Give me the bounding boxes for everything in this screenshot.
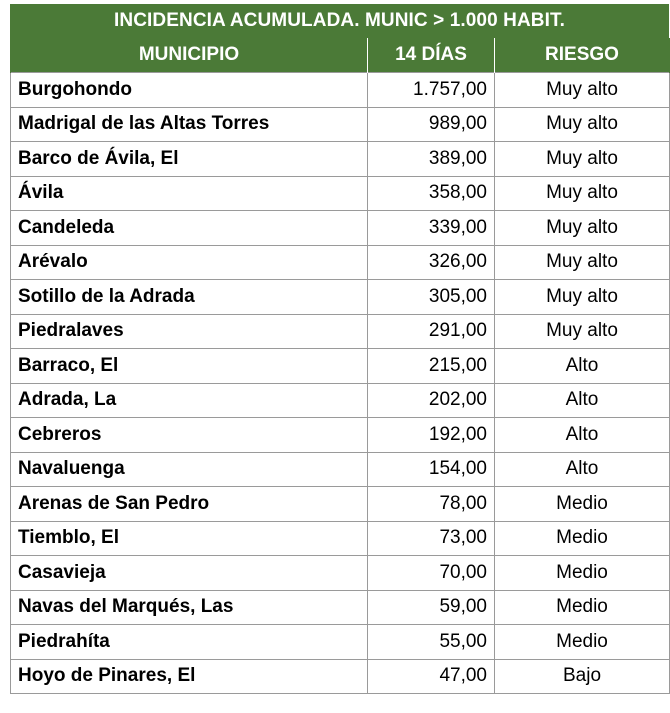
cell-riesgo: Bajo bbox=[495, 659, 670, 694]
cell-riesgo: Muy alto bbox=[495, 245, 670, 280]
cell-municipio: Navas del Marqués, Las bbox=[11, 590, 368, 625]
cell-riesgo: Muy alto bbox=[495, 176, 670, 211]
column-header-14-dias: 14 DÍAS bbox=[368, 38, 495, 73]
table-row bbox=[11, 418, 670, 453]
cell-riesgo: Medio bbox=[495, 556, 670, 591]
cell-municipio: Candeleda bbox=[11, 211, 368, 246]
table-row bbox=[11, 659, 670, 694]
cell-14-dias: 358,00 bbox=[368, 176, 495, 211]
cell-14-dias: 305,00 bbox=[368, 280, 495, 315]
cell-14-dias: 78,00 bbox=[368, 487, 495, 522]
cell-14-dias: 202,00 bbox=[368, 383, 495, 418]
cell-riesgo: Medio bbox=[495, 521, 670, 556]
header-row bbox=[11, 38, 670, 73]
table-row bbox=[11, 245, 670, 280]
cell-riesgo: Medio bbox=[495, 487, 670, 522]
table-row bbox=[11, 314, 670, 349]
table-row bbox=[11, 625, 670, 660]
cell-14-dias: 73,00 bbox=[368, 521, 495, 556]
table-title: INCIDENCIA ACUMULADA. MUNIC > 1.000 HABIT. bbox=[10, 4, 669, 39]
table-row bbox=[11, 349, 670, 384]
cell-14-dias: 70,00 bbox=[368, 556, 495, 591]
cell-14-dias: 215,00 bbox=[368, 349, 495, 384]
cell-riesgo: Medio bbox=[495, 625, 670, 660]
cell-14-dias: 989,00 bbox=[368, 107, 495, 142]
cell-riesgo: Alto bbox=[495, 383, 670, 418]
cell-14-dias: 1.757,00 bbox=[368, 73, 495, 108]
cell-municipio: Arenas de San Pedro bbox=[11, 487, 368, 522]
table-row bbox=[11, 107, 670, 142]
table-row bbox=[11, 452, 670, 487]
table-row bbox=[11, 73, 670, 108]
cell-14-dias: 55,00 bbox=[368, 625, 495, 660]
cell-riesgo: Muy alto bbox=[495, 211, 670, 246]
cell-municipio: Casavieja bbox=[11, 556, 368, 591]
column-header-municipio: MUNICIPIO bbox=[11, 38, 368, 73]
cell-14-dias: 154,00 bbox=[368, 452, 495, 487]
cell-municipio: Barco de Ávila, El bbox=[11, 142, 368, 177]
cell-municipio: Piedrahíta bbox=[11, 625, 368, 660]
column-header-riesgo: RIESGO bbox=[495, 38, 670, 73]
cell-municipio: Arévalo bbox=[11, 245, 368, 280]
table-row bbox=[11, 211, 670, 246]
cell-14-dias: 291,00 bbox=[368, 314, 495, 349]
cell-14-dias: 47,00 bbox=[368, 659, 495, 694]
incidence-table bbox=[10, 38, 670, 694]
cell-riesgo: Muy alto bbox=[495, 142, 670, 177]
cell-municipio: Navaluenga bbox=[11, 452, 368, 487]
table-row bbox=[11, 280, 670, 315]
cell-14-dias: 59,00 bbox=[368, 590, 495, 625]
table-row bbox=[11, 590, 670, 625]
table-row bbox=[11, 176, 670, 211]
table-row bbox=[11, 142, 670, 177]
cell-municipio: Ávila bbox=[11, 176, 368, 211]
cell-municipio: Burgohondo bbox=[11, 73, 368, 108]
cell-municipio: Barraco, El bbox=[11, 349, 368, 384]
cell-14-dias: 339,00 bbox=[368, 211, 495, 246]
cell-riesgo: Medio bbox=[495, 590, 670, 625]
cell-riesgo: Muy alto bbox=[495, 73, 670, 108]
cell-municipio: Piedralaves bbox=[11, 314, 368, 349]
cell-municipio: Madrigal de las Altas Torres bbox=[11, 107, 368, 142]
cell-municipio: Hoyo de Pinares, El bbox=[11, 659, 368, 694]
cell-municipio: Tiemblo, El bbox=[11, 521, 368, 556]
table-row bbox=[11, 487, 670, 522]
cell-14-dias: 389,00 bbox=[368, 142, 495, 177]
cell-riesgo: Alto bbox=[495, 452, 670, 487]
table-row bbox=[11, 521, 670, 556]
cell-riesgo: Muy alto bbox=[495, 314, 670, 349]
cell-riesgo: Muy alto bbox=[495, 107, 670, 142]
cell-municipio: Adrada, La bbox=[11, 383, 368, 418]
cell-riesgo: Alto bbox=[495, 349, 670, 384]
cell-municipio: Cebreros bbox=[11, 418, 368, 453]
cell-14-dias: 326,00 bbox=[368, 245, 495, 280]
cell-municipio: Sotillo de la Adrada bbox=[11, 280, 368, 315]
table-row bbox=[11, 383, 670, 418]
cell-riesgo: Alto bbox=[495, 418, 670, 453]
cell-14-dias: 192,00 bbox=[368, 418, 495, 453]
table-row bbox=[11, 556, 670, 591]
cell-riesgo: Muy alto bbox=[495, 280, 670, 315]
